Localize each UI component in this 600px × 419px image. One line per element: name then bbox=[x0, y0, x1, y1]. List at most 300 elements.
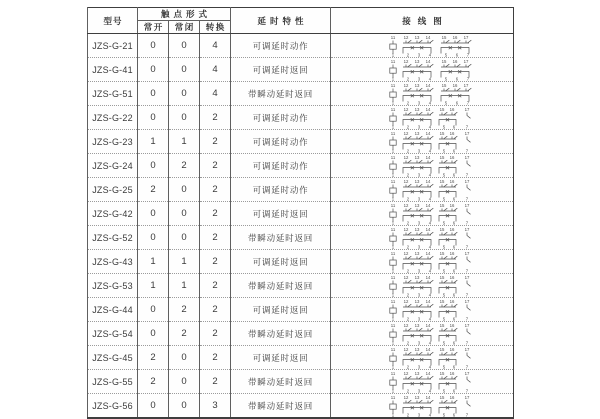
svg-text:5: 5 bbox=[442, 124, 446, 129]
svg-text:15: 15 bbox=[439, 131, 445, 137]
svg-text:14: 14 bbox=[425, 299, 431, 305]
delay-characteristic-cell: 可调延时动作 bbox=[231, 130, 331, 154]
svg-text:13: 13 bbox=[414, 395, 420, 401]
svg-text:17: 17 bbox=[463, 35, 469, 41]
svg-text:5: 5 bbox=[442, 340, 446, 345]
delay-characteristic-cell: 可调延时返回 bbox=[231, 250, 331, 274]
changeover-count: 4 bbox=[200, 34, 231, 58]
normally-open-count: 0 bbox=[138, 106, 169, 130]
svg-text:16: 16 bbox=[449, 275, 455, 281]
svg-text:3: 3 bbox=[417, 388, 421, 393]
changeover-count: 2 bbox=[200, 322, 231, 346]
svg-text:6: 6 bbox=[452, 316, 456, 321]
svg-text:6: 6 bbox=[452, 292, 456, 297]
svg-text:5: 5 bbox=[442, 148, 446, 153]
svg-text:14: 14 bbox=[425, 347, 431, 353]
model-cell: JZS-G-45 bbox=[88, 346, 138, 370]
svg-text:15: 15 bbox=[439, 155, 445, 161]
delay-characteristic-cell: 带瞬动延时返回 bbox=[231, 226, 331, 250]
model-cell: JZS-G-41 bbox=[88, 58, 138, 82]
delay-characteristic-cell: 可调延时动作 bbox=[231, 34, 331, 58]
svg-text:5: 5 bbox=[442, 316, 446, 321]
table-row bbox=[88, 202, 514, 226]
svg-text:7: 7 bbox=[465, 172, 469, 177]
svg-text:15: 15 bbox=[439, 275, 445, 281]
svg-text:7: 7 bbox=[465, 316, 469, 321]
svg-text:4: 4 bbox=[428, 244, 432, 249]
svg-text:12: 12 bbox=[403, 35, 409, 41]
svg-text:4: 4 bbox=[428, 340, 432, 345]
model-cell: JZS-G-23 bbox=[88, 130, 138, 154]
normally-closed-count: 2 bbox=[169, 322, 200, 346]
changeover-count: 4 bbox=[200, 58, 231, 82]
normally-open-count: 2 bbox=[138, 178, 169, 202]
svg-text:17: 17 bbox=[464, 395, 470, 401]
svg-text:3: 3 bbox=[417, 124, 421, 129]
svg-text:14: 14 bbox=[425, 155, 431, 161]
normally-open-count: 0 bbox=[138, 154, 169, 178]
svg-text:1: 1 bbox=[391, 100, 395, 105]
svg-text:17: 17 bbox=[464, 251, 470, 257]
svg-text:15: 15 bbox=[439, 203, 445, 209]
normally-open-count: 1 bbox=[138, 250, 169, 274]
wiring-diagram bbox=[331, 106, 514, 129]
svg-text:5: 5 bbox=[442, 268, 446, 273]
svg-text:14: 14 bbox=[425, 83, 431, 89]
svg-text:5: 5 bbox=[442, 292, 446, 297]
svg-text:11: 11 bbox=[390, 203, 396, 209]
svg-text:1: 1 bbox=[391, 364, 395, 369]
svg-text:11: 11 bbox=[390, 131, 396, 137]
svg-text:12: 12 bbox=[403, 131, 409, 137]
svg-text:6: 6 bbox=[452, 172, 456, 177]
svg-text:1: 1 bbox=[391, 340, 395, 345]
wiring-diagram bbox=[331, 154, 514, 177]
svg-text:12: 12 bbox=[403, 203, 409, 209]
col-header-model: 型号 bbox=[88, 8, 138, 34]
svg-text:13: 13 bbox=[414, 107, 420, 113]
svg-text:6: 6 bbox=[455, 100, 459, 105]
svg-text:16: 16 bbox=[452, 59, 458, 65]
table-row bbox=[88, 346, 514, 370]
svg-text:15: 15 bbox=[439, 347, 445, 353]
svg-text:2: 2 bbox=[406, 268, 410, 273]
svg-text:7: 7 bbox=[465, 124, 469, 129]
svg-text:15: 15 bbox=[441, 83, 447, 89]
normally-closed-count: 0 bbox=[169, 346, 200, 370]
svg-text:4: 4 bbox=[428, 364, 432, 369]
normally-closed-count: 0 bbox=[169, 58, 200, 82]
svg-text:3: 3 bbox=[417, 172, 421, 177]
svg-text:15: 15 bbox=[439, 371, 445, 377]
svg-text:16: 16 bbox=[449, 227, 455, 233]
wiring-diagram bbox=[331, 82, 514, 105]
normally-closed-count: 0 bbox=[169, 34, 200, 58]
model-cell: JZS-G-52 bbox=[88, 226, 138, 250]
svg-text:17: 17 bbox=[463, 83, 469, 89]
svg-text:13: 13 bbox=[414, 275, 420, 281]
wiring-diagram-cell bbox=[331, 106, 514, 130]
table-row bbox=[88, 106, 514, 130]
normally-closed-count: 0 bbox=[169, 226, 200, 250]
svg-text:6: 6 bbox=[452, 388, 456, 393]
svg-text:17: 17 bbox=[464, 275, 470, 281]
normally-closed-count: 0 bbox=[169, 202, 200, 226]
svg-text:2: 2 bbox=[406, 172, 410, 177]
svg-text:11: 11 bbox=[390, 155, 396, 161]
svg-text:4: 4 bbox=[428, 124, 432, 129]
svg-text:14: 14 bbox=[425, 251, 431, 257]
svg-text:2: 2 bbox=[406, 388, 410, 393]
svg-text:11: 11 bbox=[390, 35, 396, 41]
svg-text:4: 4 bbox=[428, 148, 432, 153]
wiring-diagram-cell bbox=[331, 202, 514, 226]
changeover-count: 2 bbox=[200, 370, 231, 394]
normally-open-count: 2 bbox=[138, 346, 169, 370]
model-cell: JZS-G-22 bbox=[88, 106, 138, 130]
model-cell: JZS-G-43 bbox=[88, 250, 138, 274]
table-body bbox=[88, 34, 514, 419]
wiring-diagram bbox=[331, 322, 514, 345]
svg-text:13: 13 bbox=[414, 179, 420, 185]
changeover-count: 2 bbox=[200, 226, 231, 250]
wiring-diagram bbox=[331, 130, 514, 153]
col-header-normally-open: 常开 bbox=[138, 21, 169, 34]
table-row bbox=[88, 250, 514, 274]
model-cell: JZS-G-21 bbox=[88, 34, 138, 58]
svg-text:16: 16 bbox=[449, 203, 455, 209]
table-row bbox=[88, 394, 514, 419]
svg-text:13: 13 bbox=[414, 35, 420, 41]
normally-closed-count: 1 bbox=[169, 250, 200, 274]
svg-text:7: 7 bbox=[465, 388, 469, 393]
table-row bbox=[88, 298, 514, 322]
svg-text:2: 2 bbox=[406, 220, 410, 225]
normally-open-count: 0 bbox=[138, 226, 169, 250]
normally-closed-count: 1 bbox=[169, 130, 200, 154]
svg-text:11: 11 bbox=[390, 251, 396, 257]
svg-text:12: 12 bbox=[403, 107, 409, 113]
svg-text:5: 5 bbox=[444, 76, 448, 81]
svg-text:1: 1 bbox=[391, 76, 395, 81]
normally-closed-count: 2 bbox=[169, 298, 200, 322]
svg-text:12: 12 bbox=[403, 227, 409, 233]
delay-characteristic-cell: 带瞬动延时返回 bbox=[231, 370, 331, 394]
svg-text:4: 4 bbox=[428, 316, 432, 321]
changeover-count: 2 bbox=[200, 106, 231, 130]
changeover-count: 2 bbox=[200, 274, 231, 298]
table-row bbox=[88, 226, 514, 250]
svg-text:13: 13 bbox=[414, 83, 420, 89]
svg-text:17: 17 bbox=[464, 323, 470, 329]
svg-text:7: 7 bbox=[465, 220, 469, 225]
svg-text:3: 3 bbox=[417, 340, 421, 345]
svg-text:6: 6 bbox=[455, 76, 459, 81]
svg-text:4: 4 bbox=[428, 292, 432, 297]
table-row bbox=[88, 82, 514, 106]
delay-characteristic-cell: 带瞬动延时返回 bbox=[231, 82, 331, 106]
svg-text:17: 17 bbox=[464, 203, 470, 209]
svg-text:14: 14 bbox=[425, 371, 431, 377]
svg-text:16: 16 bbox=[449, 299, 455, 305]
svg-text:15: 15 bbox=[439, 179, 445, 185]
svg-text:12: 12 bbox=[403, 179, 409, 185]
svg-text:7: 7 bbox=[465, 244, 469, 249]
svg-text:3: 3 bbox=[417, 244, 421, 249]
svg-text:2: 2 bbox=[406, 316, 410, 321]
svg-text:14: 14 bbox=[425, 179, 431, 185]
svg-text:15: 15 bbox=[439, 323, 445, 329]
svg-text:5: 5 bbox=[442, 172, 446, 177]
wiring-diagram-cell bbox=[331, 298, 514, 322]
svg-text:12: 12 bbox=[403, 395, 409, 401]
svg-text:14: 14 bbox=[425, 59, 431, 65]
svg-text:13: 13 bbox=[414, 203, 420, 209]
svg-text:6: 6 bbox=[455, 52, 459, 57]
svg-text:2: 2 bbox=[406, 292, 410, 297]
svg-text:12: 12 bbox=[403, 275, 409, 281]
normally-closed-count: 0 bbox=[169, 106, 200, 130]
table-row bbox=[88, 34, 514, 58]
svg-text:2: 2 bbox=[406, 148, 410, 153]
delay-characteristic-cell: 可调延时返回 bbox=[231, 202, 331, 226]
svg-text:12: 12 bbox=[403, 59, 409, 65]
svg-text:12: 12 bbox=[403, 251, 409, 257]
svg-text:6: 6 bbox=[452, 148, 456, 153]
wiring-diagram-cell bbox=[331, 250, 514, 274]
model-cell: JZS-G-54 bbox=[88, 322, 138, 346]
wiring-diagram bbox=[331, 34, 514, 57]
svg-text:13: 13 bbox=[414, 131, 420, 137]
svg-text:12: 12 bbox=[403, 299, 409, 305]
model-cell: JZS-G-51 bbox=[88, 82, 138, 106]
svg-text:11: 11 bbox=[390, 347, 396, 353]
model-cell: JZS-G-44 bbox=[88, 298, 138, 322]
changeover-count: 3 bbox=[200, 394, 231, 419]
svg-text:4: 4 bbox=[428, 172, 432, 177]
wiring-diagram bbox=[331, 58, 514, 81]
normally-open-count: 1 bbox=[138, 274, 169, 298]
svg-text:13: 13 bbox=[414, 299, 420, 305]
svg-text:3: 3 bbox=[417, 52, 421, 57]
wiring-diagram-cell bbox=[331, 394, 514, 419]
svg-text:4: 4 bbox=[428, 100, 432, 105]
svg-text:15: 15 bbox=[441, 35, 447, 41]
svg-text:2: 2 bbox=[406, 196, 410, 201]
svg-text:3: 3 bbox=[417, 196, 421, 201]
changeover-count: 2 bbox=[200, 250, 231, 274]
table-row bbox=[88, 370, 514, 394]
svg-text:13: 13 bbox=[414, 251, 420, 257]
svg-text:5: 5 bbox=[444, 52, 448, 57]
svg-text:16: 16 bbox=[449, 131, 455, 137]
svg-text:16: 16 bbox=[449, 179, 455, 185]
svg-text:6: 6 bbox=[452, 124, 456, 129]
svg-text:11: 11 bbox=[390, 227, 396, 233]
svg-text:11: 11 bbox=[390, 59, 396, 65]
delay-characteristic-cell: 带瞬动延时返回 bbox=[231, 394, 331, 419]
delay-characteristic-cell: 可调延时返回 bbox=[231, 298, 331, 322]
svg-text:4: 4 bbox=[428, 268, 432, 273]
svg-text:1: 1 bbox=[391, 52, 395, 57]
wiring-diagram-cell bbox=[331, 58, 514, 82]
model-cell: JZS-G-53 bbox=[88, 274, 138, 298]
svg-text:14: 14 bbox=[425, 131, 431, 137]
wiring-diagram bbox=[331, 394, 514, 417]
wiring-diagram-cell bbox=[331, 130, 514, 154]
svg-text:4: 4 bbox=[428, 76, 432, 81]
model-cell: JZS-G-55 bbox=[88, 370, 138, 394]
svg-text:1: 1 bbox=[391, 196, 395, 201]
changeover-count: 2 bbox=[200, 130, 231, 154]
wiring-diagram bbox=[331, 202, 514, 225]
changeover-count: 2 bbox=[200, 298, 231, 322]
model-cell: JZS-G-25 bbox=[88, 178, 138, 202]
svg-text:4: 4 bbox=[428, 412, 432, 417]
changeover-count: 2 bbox=[200, 154, 231, 178]
svg-text:4: 4 bbox=[428, 52, 432, 57]
svg-text:11: 11 bbox=[390, 299, 396, 305]
delay-characteristic-cell: 可调延时动作 bbox=[231, 178, 331, 202]
table-header bbox=[88, 8, 514, 34]
normally-closed-count: 0 bbox=[169, 82, 200, 106]
col-header-wiring-diagram: 接线图 bbox=[331, 8, 514, 34]
svg-text:12: 12 bbox=[403, 155, 409, 161]
svg-text:1: 1 bbox=[391, 412, 395, 417]
svg-text:16: 16 bbox=[452, 35, 458, 41]
svg-text:1: 1 bbox=[391, 292, 395, 297]
wiring-diagram-cell bbox=[331, 346, 514, 370]
delay-characteristic-cell: 可调延时动作 bbox=[231, 106, 331, 130]
svg-text:11: 11 bbox=[390, 323, 396, 329]
changeover-count: 2 bbox=[200, 346, 231, 370]
svg-text:5: 5 bbox=[442, 412, 446, 417]
wiring-diagram bbox=[331, 226, 514, 249]
svg-text:5: 5 bbox=[442, 196, 446, 201]
svg-text:6: 6 bbox=[452, 196, 456, 201]
svg-text:7: 7 bbox=[465, 196, 469, 201]
svg-text:4: 4 bbox=[428, 196, 432, 201]
svg-text:15: 15 bbox=[439, 251, 445, 257]
table-row bbox=[88, 274, 514, 298]
wiring-diagram bbox=[331, 274, 514, 297]
svg-text:2: 2 bbox=[406, 412, 410, 417]
svg-text:15: 15 bbox=[439, 395, 445, 401]
svg-text:6: 6 bbox=[452, 412, 456, 417]
svg-text:17: 17 bbox=[464, 155, 470, 161]
svg-text:3: 3 bbox=[417, 316, 421, 321]
table-row bbox=[88, 154, 514, 178]
normally-open-count: 0 bbox=[138, 298, 169, 322]
wiring-diagram-cell bbox=[331, 154, 514, 178]
delay-characteristic-cell: 可调延时返回 bbox=[231, 58, 331, 82]
model-cell: JZS-G-24 bbox=[88, 154, 138, 178]
svg-text:1: 1 bbox=[391, 268, 395, 273]
model-cell: JZS-G-56 bbox=[88, 394, 138, 419]
svg-text:3: 3 bbox=[417, 412, 421, 417]
col-header-normally-closed: 常闭 bbox=[169, 21, 200, 34]
col-header-contact-form: 触点形式 bbox=[138, 8, 231, 21]
svg-text:3: 3 bbox=[417, 76, 421, 81]
svg-text:12: 12 bbox=[403, 371, 409, 377]
svg-text:11: 11 bbox=[390, 83, 396, 89]
svg-text:16: 16 bbox=[449, 251, 455, 257]
svg-text:17: 17 bbox=[463, 59, 469, 65]
wiring-diagram-cell bbox=[331, 322, 514, 346]
svg-text:2: 2 bbox=[406, 244, 410, 249]
svg-text:12: 12 bbox=[403, 347, 409, 353]
normally-closed-count: 2 bbox=[169, 154, 200, 178]
svg-text:1: 1 bbox=[391, 148, 395, 153]
table-row bbox=[88, 322, 514, 346]
wiring-diagram bbox=[331, 370, 514, 393]
svg-text:17: 17 bbox=[464, 131, 470, 137]
svg-text:16: 16 bbox=[449, 371, 455, 377]
wiring-diagram-cell bbox=[331, 226, 514, 250]
svg-text:17: 17 bbox=[464, 371, 470, 377]
svg-text:13: 13 bbox=[414, 371, 420, 377]
svg-text:3: 3 bbox=[417, 220, 421, 225]
svg-text:3: 3 bbox=[417, 148, 421, 153]
svg-text:4: 4 bbox=[428, 220, 432, 225]
svg-text:5: 5 bbox=[442, 244, 446, 249]
svg-text:4: 4 bbox=[428, 388, 432, 393]
svg-text:7: 7 bbox=[465, 148, 469, 153]
svg-text:5: 5 bbox=[442, 220, 446, 225]
svg-text:15: 15 bbox=[441, 59, 447, 65]
table-row bbox=[88, 58, 514, 82]
normally-open-count: 0 bbox=[138, 202, 169, 226]
wiring-diagram-cell bbox=[331, 178, 514, 202]
normally-open-count: 0 bbox=[138, 58, 169, 82]
wiring-diagram-cell bbox=[331, 274, 514, 298]
svg-text:13: 13 bbox=[414, 59, 420, 65]
svg-text:12: 12 bbox=[403, 323, 409, 329]
changeover-count: 2 bbox=[200, 202, 231, 226]
svg-text:11: 11 bbox=[390, 275, 396, 281]
svg-text:7: 7 bbox=[465, 340, 469, 345]
normally-closed-count: 1 bbox=[169, 274, 200, 298]
svg-text:6: 6 bbox=[452, 268, 456, 273]
delay-characteristic-cell: 带瞬动延时返回 bbox=[231, 274, 331, 298]
svg-text:1: 1 bbox=[391, 220, 395, 225]
table-row bbox=[88, 178, 514, 202]
svg-text:14: 14 bbox=[425, 275, 431, 281]
delay-characteristic-cell: 可调延时动作 bbox=[231, 154, 331, 178]
svg-text:14: 14 bbox=[425, 323, 431, 329]
svg-text:17: 17 bbox=[464, 107, 470, 113]
normally-open-count: 0 bbox=[138, 394, 169, 419]
wiring-diagram-cell bbox=[331, 82, 514, 106]
wiring-diagram-cell bbox=[331, 370, 514, 394]
svg-text:14: 14 bbox=[425, 107, 431, 113]
svg-text:15: 15 bbox=[439, 227, 445, 233]
svg-text:7: 7 bbox=[466, 52, 470, 57]
svg-text:16: 16 bbox=[452, 83, 458, 89]
svg-text:2: 2 bbox=[406, 340, 410, 345]
svg-text:15: 15 bbox=[439, 107, 445, 113]
svg-text:5: 5 bbox=[442, 364, 446, 369]
svg-text:16: 16 bbox=[449, 323, 455, 329]
svg-text:1: 1 bbox=[391, 388, 395, 393]
svg-text:5: 5 bbox=[442, 388, 446, 393]
normally-open-count: 0 bbox=[138, 34, 169, 58]
svg-text:11: 11 bbox=[390, 395, 396, 401]
normally-closed-count: 0 bbox=[169, 394, 200, 419]
spec-sheet bbox=[87, 7, 513, 417]
svg-text:2: 2 bbox=[406, 100, 410, 105]
svg-text:2: 2 bbox=[406, 364, 410, 369]
